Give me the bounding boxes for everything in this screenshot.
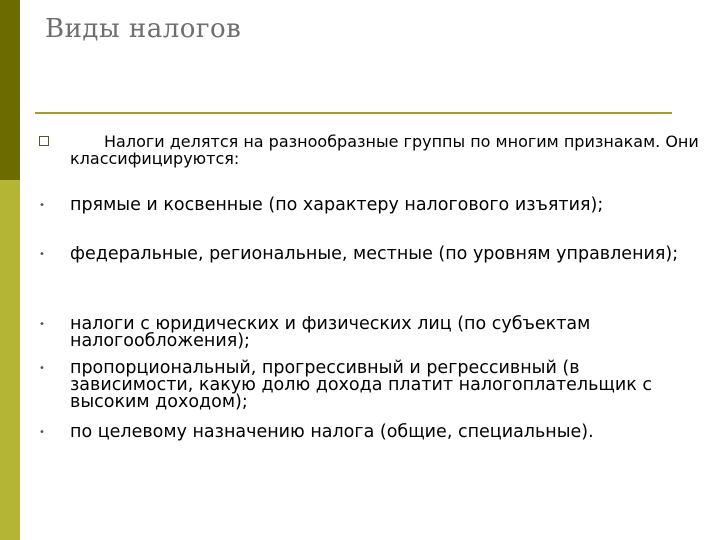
slide-title: Виды налогов (45, 14, 242, 44)
dot-bullet-icon: • (39, 200, 45, 211)
list-item (39, 422, 700, 442)
dot-bullet-icon: • (39, 319, 45, 330)
list-item (39, 358, 700, 412)
intro-paragraph (70, 133, 700, 167)
dot-bullet-icon: • (39, 363, 45, 374)
list-item (39, 244, 700, 264)
list-item-text: прямые и косвенные (по характеру налогового изъятия); (70, 195, 604, 215)
square-bullet-icon (39, 136, 49, 146)
dot-bullet-icon: • (39, 427, 45, 438)
list-item-text: по целевому назначению налога (общие, специальные). (70, 422, 594, 442)
list-item-text: пропорциональный, прогрессивный и регрессивный (в зависимости, какую долю дохода платит налогоплательщик с высоким доходом); (70, 358, 653, 412)
intro-text: Налоги делятся на разнообразные группы по многим признакам. Они классифицируются: (70, 132, 699, 168)
list-item-text: федеральные, региональные, местные (по уровням управления); (70, 244, 679, 264)
list-item (39, 195, 700, 215)
dot-bullet-icon: • (39, 249, 45, 260)
list-item-text: налоги с юридических и физических лиц (по субъектам налогообложения); (70, 314, 591, 351)
list-item (39, 314, 700, 351)
